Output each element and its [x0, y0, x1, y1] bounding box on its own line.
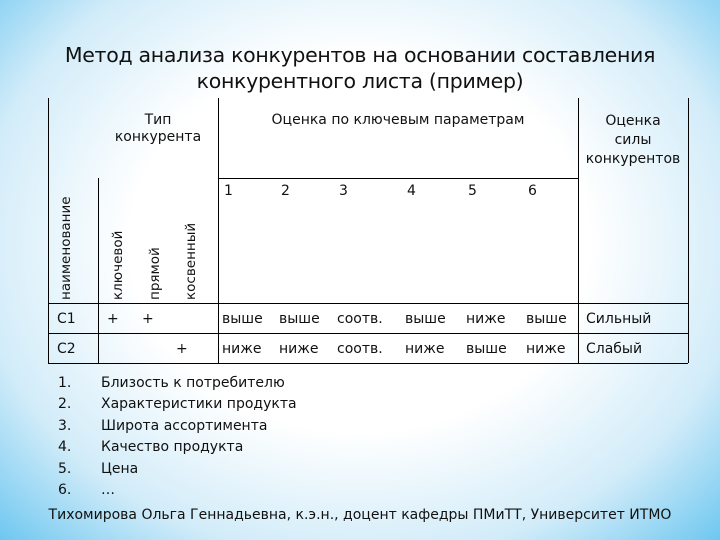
list-text: Цена: [101, 460, 139, 477]
list-text: Широта ассортимента: [101, 417, 268, 434]
list-number: 6.: [58, 481, 72, 498]
header-competitor-type: Тип конкурента: [114, 112, 202, 145]
type-key-cell: +: [107, 311, 119, 327]
header-key-parameters: Оценка по ключевым параметрам: [271, 112, 525, 128]
strength-cell: Сильный: [586, 311, 652, 327]
list-text: Характеристики продукта: [101, 396, 297, 413]
row-name: С2: [57, 341, 76, 357]
table-rule: [218, 178, 578, 179]
list-number: 5.: [58, 460, 72, 477]
param-number-6: 6: [528, 183, 537, 199]
list-number: 3.: [58, 417, 72, 434]
row-name: С1: [57, 311, 76, 327]
param-cell: выше: [466, 341, 507, 357]
table-rule: [48, 363, 688, 364]
param-cell: соотв.: [337, 341, 383, 357]
header-type-direct: прямой: [147, 247, 163, 300]
list-text: Качество продукта: [101, 439, 244, 456]
param-cell: ниже: [526, 341, 566, 357]
param-number-5: 5: [468, 183, 477, 199]
param-cell: выше: [405, 311, 446, 327]
param-number-1: 1: [224, 183, 233, 199]
table-rule: [98, 178, 99, 363]
slide-title-line-1: Метод анализа конкурентов на основании составления: [64, 43, 656, 67]
param-number-2: 2: [281, 183, 290, 199]
param-number-3: 3: [339, 183, 348, 199]
author-footer: Тихомирова Ольга Геннадьевна, к.э.н., доцент кафедры ПМиТТ, Университет ИТМО: [48, 507, 672, 523]
param-cell: ниже: [279, 341, 319, 357]
type-indirect-cell: +: [176, 341, 188, 357]
param-cell: выше: [222, 311, 263, 327]
strength-cell: Слабый: [586, 341, 643, 357]
param-cell: выше: [526, 311, 567, 327]
table-rule: [48, 98, 49, 363]
list-text: …: [101, 481, 115, 498]
list-number: 2.: [58, 396, 72, 413]
list-number: 1.: [58, 375, 72, 391]
list-number: 4.: [58, 439, 72, 456]
header-competitor-strength: Оценка силы конкурентов: [585, 113, 681, 167]
list-text: Близость к потребителю: [101, 375, 285, 391]
slide-title-line-2: конкурентного листа (пример): [196, 69, 524, 93]
param-cell: ниже: [466, 311, 506, 327]
header-type-indirect: косвенный: [183, 222, 199, 300]
table-rule: [218, 98, 219, 363]
param-cell: выше: [279, 311, 320, 327]
header-name: наименование: [58, 196, 74, 300]
header-type-key: ключевой: [110, 230, 126, 300]
param-cell: ниже: [405, 341, 445, 357]
param-cell: соотв.: [337, 311, 383, 327]
table-rule: [688, 98, 689, 363]
type-direct-cell: +: [142, 311, 154, 327]
table-rule: [48, 303, 688, 304]
param-cell: ниже: [222, 341, 262, 357]
table-rule: [48, 333, 688, 334]
param-number-4: 4: [407, 183, 416, 199]
